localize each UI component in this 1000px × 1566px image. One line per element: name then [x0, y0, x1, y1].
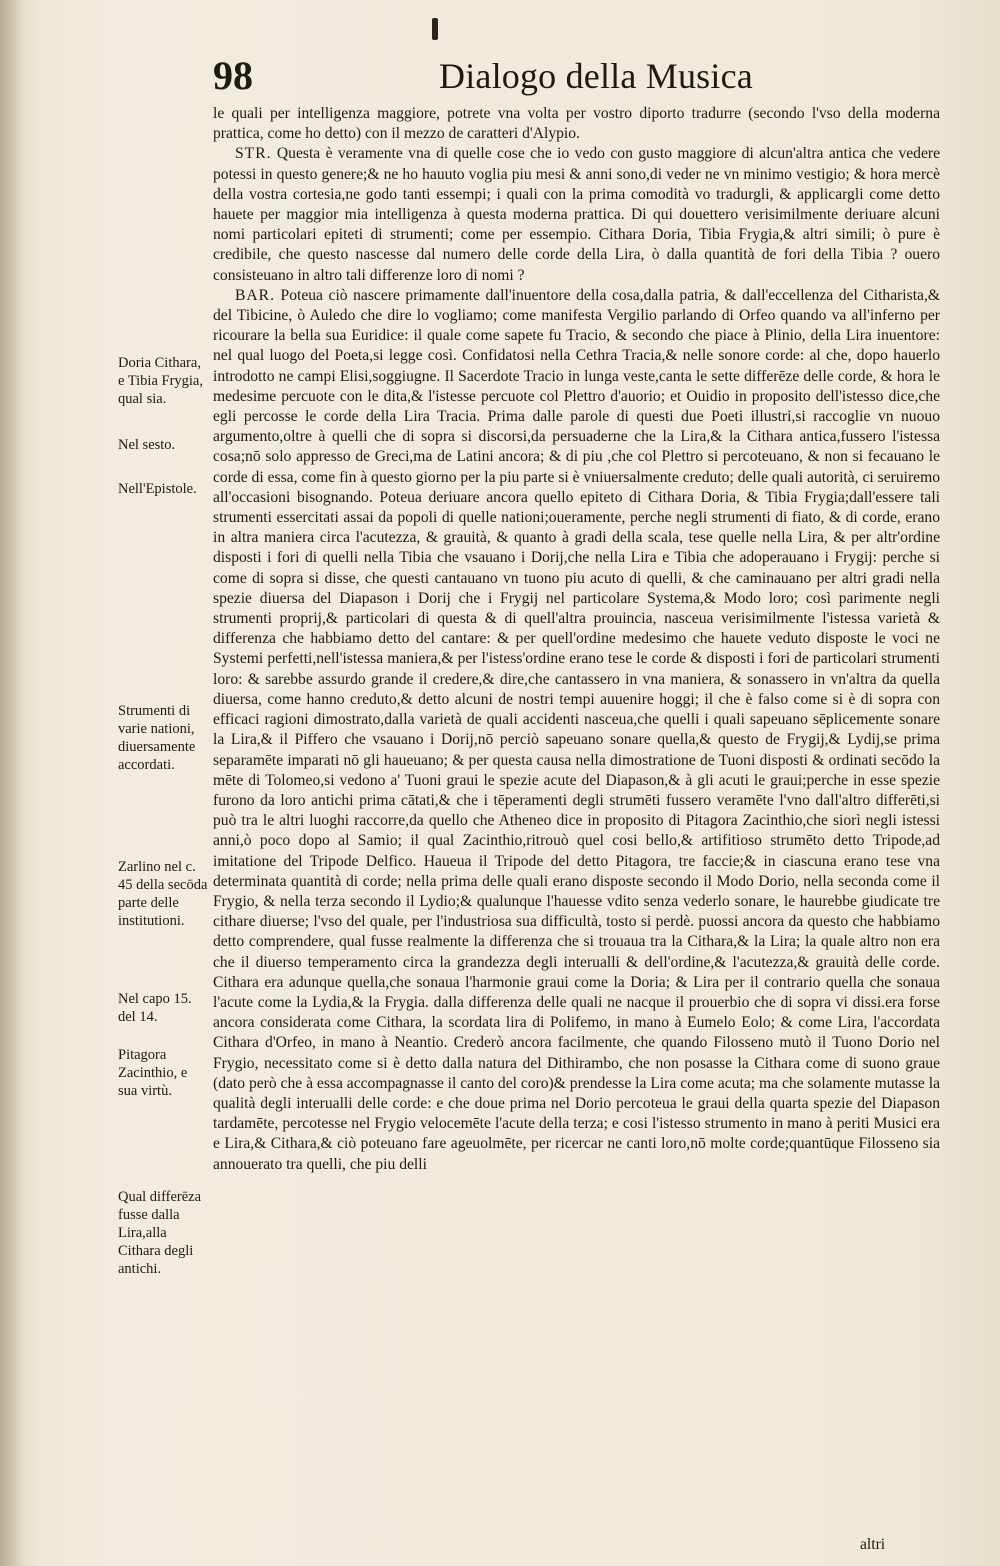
page-header: [213, 52, 753, 100]
catchword: altri: [860, 1536, 886, 1553]
margin-note-strumenti: Strumenti di varie nationi, diuersamente accordati.: [118, 703, 196, 773]
binding-shadow: [0, 0, 22, 1566]
margin-note-differenza: Qual differēza fusse dalla Lira,alla Cithara degli antichi.: [118, 1189, 202, 1277]
paragraph-1: le quali per intelligenza maggiore, potrete vna volta per vostro diporto tradurre (secondo l'vso della moderna prattica, come ho detto) con il mezzo de caratteri d'Alypio.: [213, 105, 940, 143]
margin-note-epistole: Nell'Epistole.: [118, 481, 197, 497]
main-text-block: [213, 104, 940, 1175]
margin-note-sesto: Nel sesto.: [118, 437, 176, 453]
margin-note-zarlino: Zarlino nel c. 45 della secōda parte delle institutioni.: [118, 859, 208, 929]
margin-note-pitagora: Pitagora Zacinthio, e sua virtù.: [118, 1047, 188, 1099]
margin-note-capo: Nel capo 15. del 14.: [118, 991, 192, 1025]
margin-note-doria: Doria Cithara, e Tibia Frygia, qual sia.: [118, 355, 203, 407]
page-number: 98: [213, 53, 253, 98]
paragraph-2: [213, 144, 940, 285]
speaker-bar: BAR.: [235, 286, 275, 304]
paragraph-2-text: Questa è veramente vna di quelle cose che io vedo con gusto maggiore di alcun'altra antica che vedere potessi in questo genere;& ne ho hauuto voglia piu mesi & anni sono,di veder ne vn minimo vestigio; & hora mercè della vostra cortesia,ne godo tanti essempi; i quali con la prima comodità vo tradurgli, & applicargli come detto hauete per maggior mia intelligenza à questa moderna prattica. Di qui douettero verisimilmente deriuare alcuni nomi particolari epiteti di strumenti; come per essempio. Cithara Doria, Tibia Frygia,& altri simili; ò pure è credibile, che questo nascesse dal numero delle corde della Lira, ò dalla quantità de fori della Tibia ? ouero consisteuano in altro tali differenze loro di nomi ?: [213, 145, 941, 284]
running-title: Dialogo della Musica: [439, 56, 753, 96]
paragraph-3-text: Poteua ciò nascere primamente dall'inuentore della cosa,dalla patria, & dall'eccellenza del Citharista,& del Tibicine, ò Auledo che dire lo vogliamo; come manifesta Vergilio parlando di Orfeo quando va all'inferno per ricourare la bella sua Euridice: il quale come sapete fu Tracio, & secondo che piace à Plinio, della Lira inuentore: nel qual luogo del Poeta,si legge così. Confidatosi nella Cethra Tracia,& nelle sonore corde: al che, dopo hauerlo introdotto ne campi Elisi,soggiugne. Il Sacerdote Tracio in lunga veste,canta le sette differēze delle corde, & hora le medesime percuote con le dita,& l'istesse percuote col Plettro d'auorio; et Ouidio in proposito dell'istesso dice,che egli percosse le corde della Lira Tracia. Prima dalle parole di questi due Poeti illustri,si raccoglie vn nuouo argumento,oltre à quelli che di sopra si discorsi,da persuaderne che la Lira,& la Cithara antica,fussero l'istessa cosa;nō solo appresso de Greci,ma de Latini ancora; & di piu ,che col Plettro si percoteuano, & non si fecauano le corde di essa, come fin à questo giorno per la piu parte si è vniuersalmente creduto; delle quali autorità, ci seruiremo all'occasioni bisognando. Poteua deriuare ancora quello epiteto di Cithara Doria, & Tibia Frygia;dall'essere tali strumenti essercitati assai da popoli di quelle nationi;oueramente, perche negli strumenti di fiato, & di corde, erano in altra maniera circa l'acutezza, & grauità, & quanto à gradi della scala, tese quelle nella Lira, & per altr'ordine disposti i fori di quelli nella Tibia che vsauano i Dorij,che nella Lira e Tibia che adoperauano i Frygij: perche si come di sopra si disse, che questi cantauano vn tuono piu acuto di quelli, & che caminauano per altri gradi nella spezie diuersa del Diapason i Dorij che i Frygij nel particolare Systema,& Modo loro; così parimente negli strumenti proprij,& particolari di questa & di quell'altra prouincia, nasceua verisimilmente l'istessa varietà & differenza che habbiamo detto del cantare: & per quell'ordine medesimo che hauete veduto disposte le voci ne Systemi perfetti,nell'istessa maniera,& per l'istess'ordine erano tese le corde & disposti i fori de particolari strumenti loro: & sarebbe assurdo grande il credere,& dire,che cantassero in vna maniera, & sonassero in vn'altra da quella diuersa, come hanno creduto,& detto alcuni de nostri tempi auuenire hoggi; il che è falso come si è di sopra con efficaci ragioni dimostrato,dalla varietà de quali accidenti nasceua,che quelli i quali sapeuano sēplicemente sonare la Lira,& il Piffero che vsauano i Dorij,nō perciò sapeuano sonare quella,& questo de Frygij,& Lydij,se prima separamēte imparati nō gli haueuano; & per questa causa nella dimostratione de Tuoni disposti & ordinati secōdo la mēte di Tolomeo,si vedono a' Tuoni graui le spezie acute del Diapason,& à gli acuti le graui;perche in esse spezie furono da loro antichi prima cātati,& che i tēperamenti degli strumēti fussero veramēte l'vno dall'altro differēti,si può tra le altri luoghi raccorre,da quello che Atheneo dice in proposito di Pitagora Zacinthio,che siorì negli istessi anni,ò poco dopo al Samio; il qual Zacinthio,ritrouò quel cosi bello,& artifitioso strumēto detto Tripode,ad imitatione del Tripode Delfico. Haueua il Tripode del detto Pitagora, tre faccie;& in ciascuna erano tese vna determinata quantità di corde; nella prima delle quali erano disposte secondo il Modo Dorio, nella seconda come il Frygio, & nella terza secondo il Lydio;& qualunque l'hauesse vdito senza vederlo sonare, le haurebbe giudicate tre cithare diuerse; l'vso del quale, per l'industriosa sua difficultà, tosto si perdè. puossi ancora da questo che habbiamo detto comprendere, qual fusse realmente la differenza che si trouaua tra la Cithara,& la Lira; la quale altro non era che il diuerso temperamento circa la grandezza degli interualli & dell'ordine,& l'acutezza,& grauità delle corde. Cithara era adunque quella,che sonaua l'harmonie graui come la Doria; & Lira per il contrario quella che sonaua l'acute come la Lydia,& la Frygia. dalla differenza delle quali ne nacque il prouerbio che di sopra vi dissi.era forse ancora considerata come Cithara, la scordata lira di Polifemo, in mano à Eumelo Eolo; & come Lira, l'accordata Cithara d'Orfeo, in mano à Neantio. Crederò ancora facilmente, che quando Filosseno mutò il Tuono Dorio nel Frygio, necessitato come si è detto dalla natura del Dithirambo, che non posasse la Cithara come di suono graue (dato però che à essa accompagnasse il canto del coro)& prendesse la Lira come acuta; ma che solamente mutasse la qualità degli interualli delle corde: e che doue prima nel Dorio percoteua le graui della quarta spezie del Diapason tardamēte, percotesse nel Frygio velocemēte l'acute della terza; e cosi l'istesso strumento in mano à periti Musici era e Lira,& Cithara,& ciò poteuano fare ageuolmēte, per ricercar ne canti loro,nō molte corde;quantūque Filosseno sia annouerato tra quelli, che piu delli: [213, 286, 940, 1173]
ink-mark: [432, 18, 438, 40]
speaker-str: STR.: [235, 145, 272, 163]
paragraph-3: [213, 286, 940, 1175]
